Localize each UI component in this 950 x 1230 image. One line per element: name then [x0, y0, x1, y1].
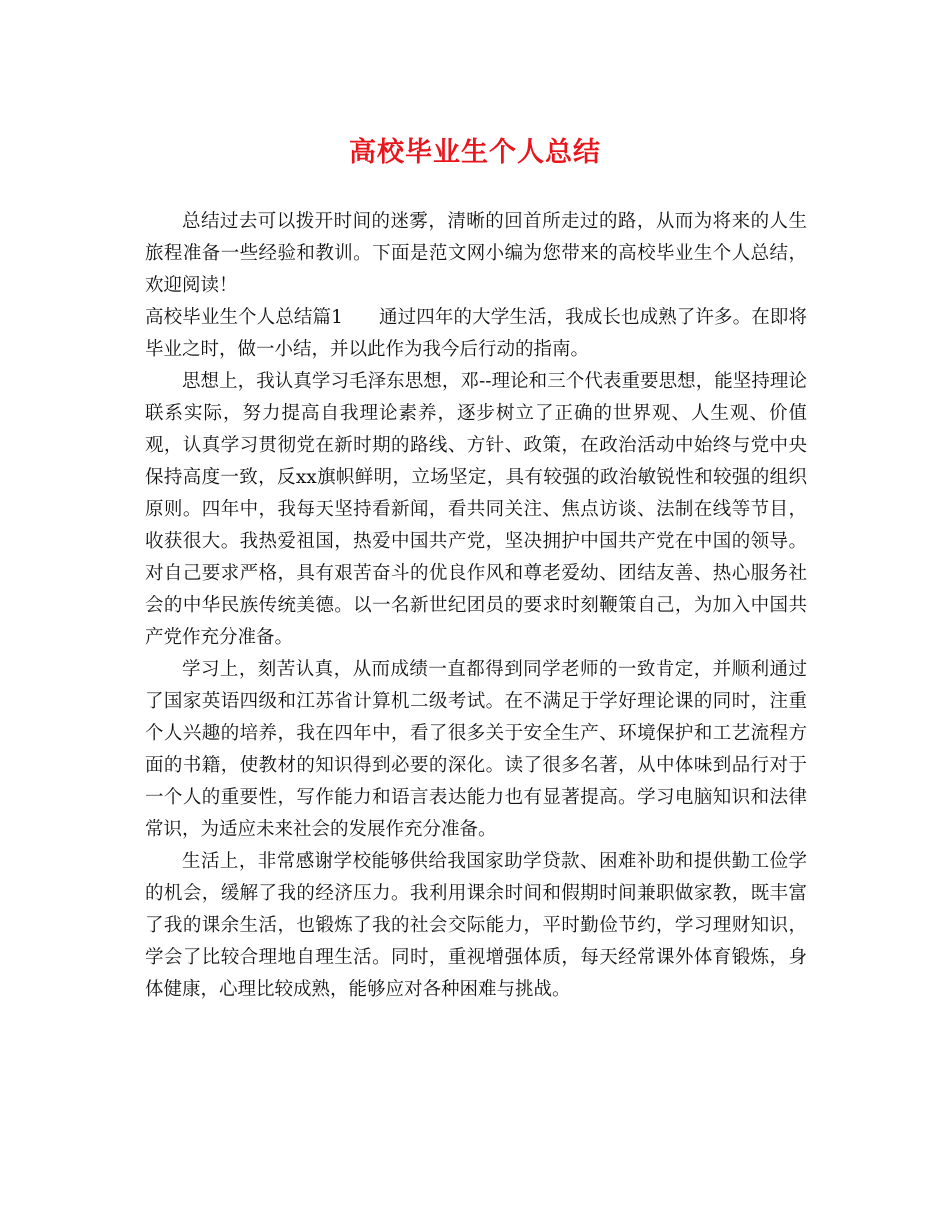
- section-heading: 高校毕业生个人总结篇1: [145, 307, 343, 328]
- thought-paragraph: 思想上，我认真学习毛泽东思想，邓--理论和三个代表重要思想，能坚持理论联系实际，努力提高自我理论素养，逐步树立了正确的世界观、人生观、价值观，认真学习贯彻党在新时期的路线、方针、政策，在政治活动中始终与党中央保持高度一致，反xx旗帜鲜明，立场坚定，具有较强的政治敏锐性和较强的组织原则。四年中，我每天坚持看新闻，看共同关注、焦点访谈、法制在线等节目，收获很大。我热爱祖国，热爱中国共产党，坚决拥护中国共产党在中国的领导。对自己要求严格，具有艰苦奋斗的优良作风和尊老爱幼、团结友善、热心服务社会的中华民族传统美德。以一名新世纪团员的要求时刻鞭策自己，为加入中国共产党作充分准备。: [145, 371, 807, 648]
- document-title: 高校毕业生个人总结: [349, 137, 601, 168]
- document-body: [145, 206, 807, 1006]
- section-paragraph: [145, 302, 807, 366]
- intro-paragraph: 总结过去可以拨开时间的迷雾，清晰的回首所走过的路，从而为将来的人生旅程准备一些经验和教训。下面是范文网小编为您带来的高校毕业生个人总结，欢迎阅读！: [145, 211, 807, 296]
- life-paragraph: 生活上，非常感谢学校能够供给我国家助学贷款、困难补助和提供勤工俭学的机会，缓解了我的经济压力。我利用课余时间和假期时间兼职做家教，既丰富了我的课余生活，也锻炼了我的社会交际能力，平时勤俭节约，学习理财知识，学会了比较合理地自理生活。同时，重视增强体质，每天经常课外体育锻炼，身体健康，心理比较成熟，能够应对各种困难与挑战。: [145, 851, 807, 1000]
- section-opening-text: 通过四年的大学生活，我成长也成熟了许多。在即将毕业之时，做一小结，并以此作为我今后行动的指南。: [145, 307, 807, 360]
- study-paragraph: 学习上，刻苦认真，从而成绩一直都得到同学老师的一致肯定，并顺利通过了国家英语四级和江苏省计算机二级考试。在不满足于学好理论课的同时，注重个人兴趣的培养，我在四年中，看了很多关于安全生产、环境保护和工艺流程方面的书籍，使教材的知识得到必要的深化。读了很多名著，从中体味到品行对于一个人的重要性，写作能力和语言表达能力也有显著提高。学习电脑知识和法律常识，为适应未来社会的发展作充分准备。: [145, 659, 807, 840]
